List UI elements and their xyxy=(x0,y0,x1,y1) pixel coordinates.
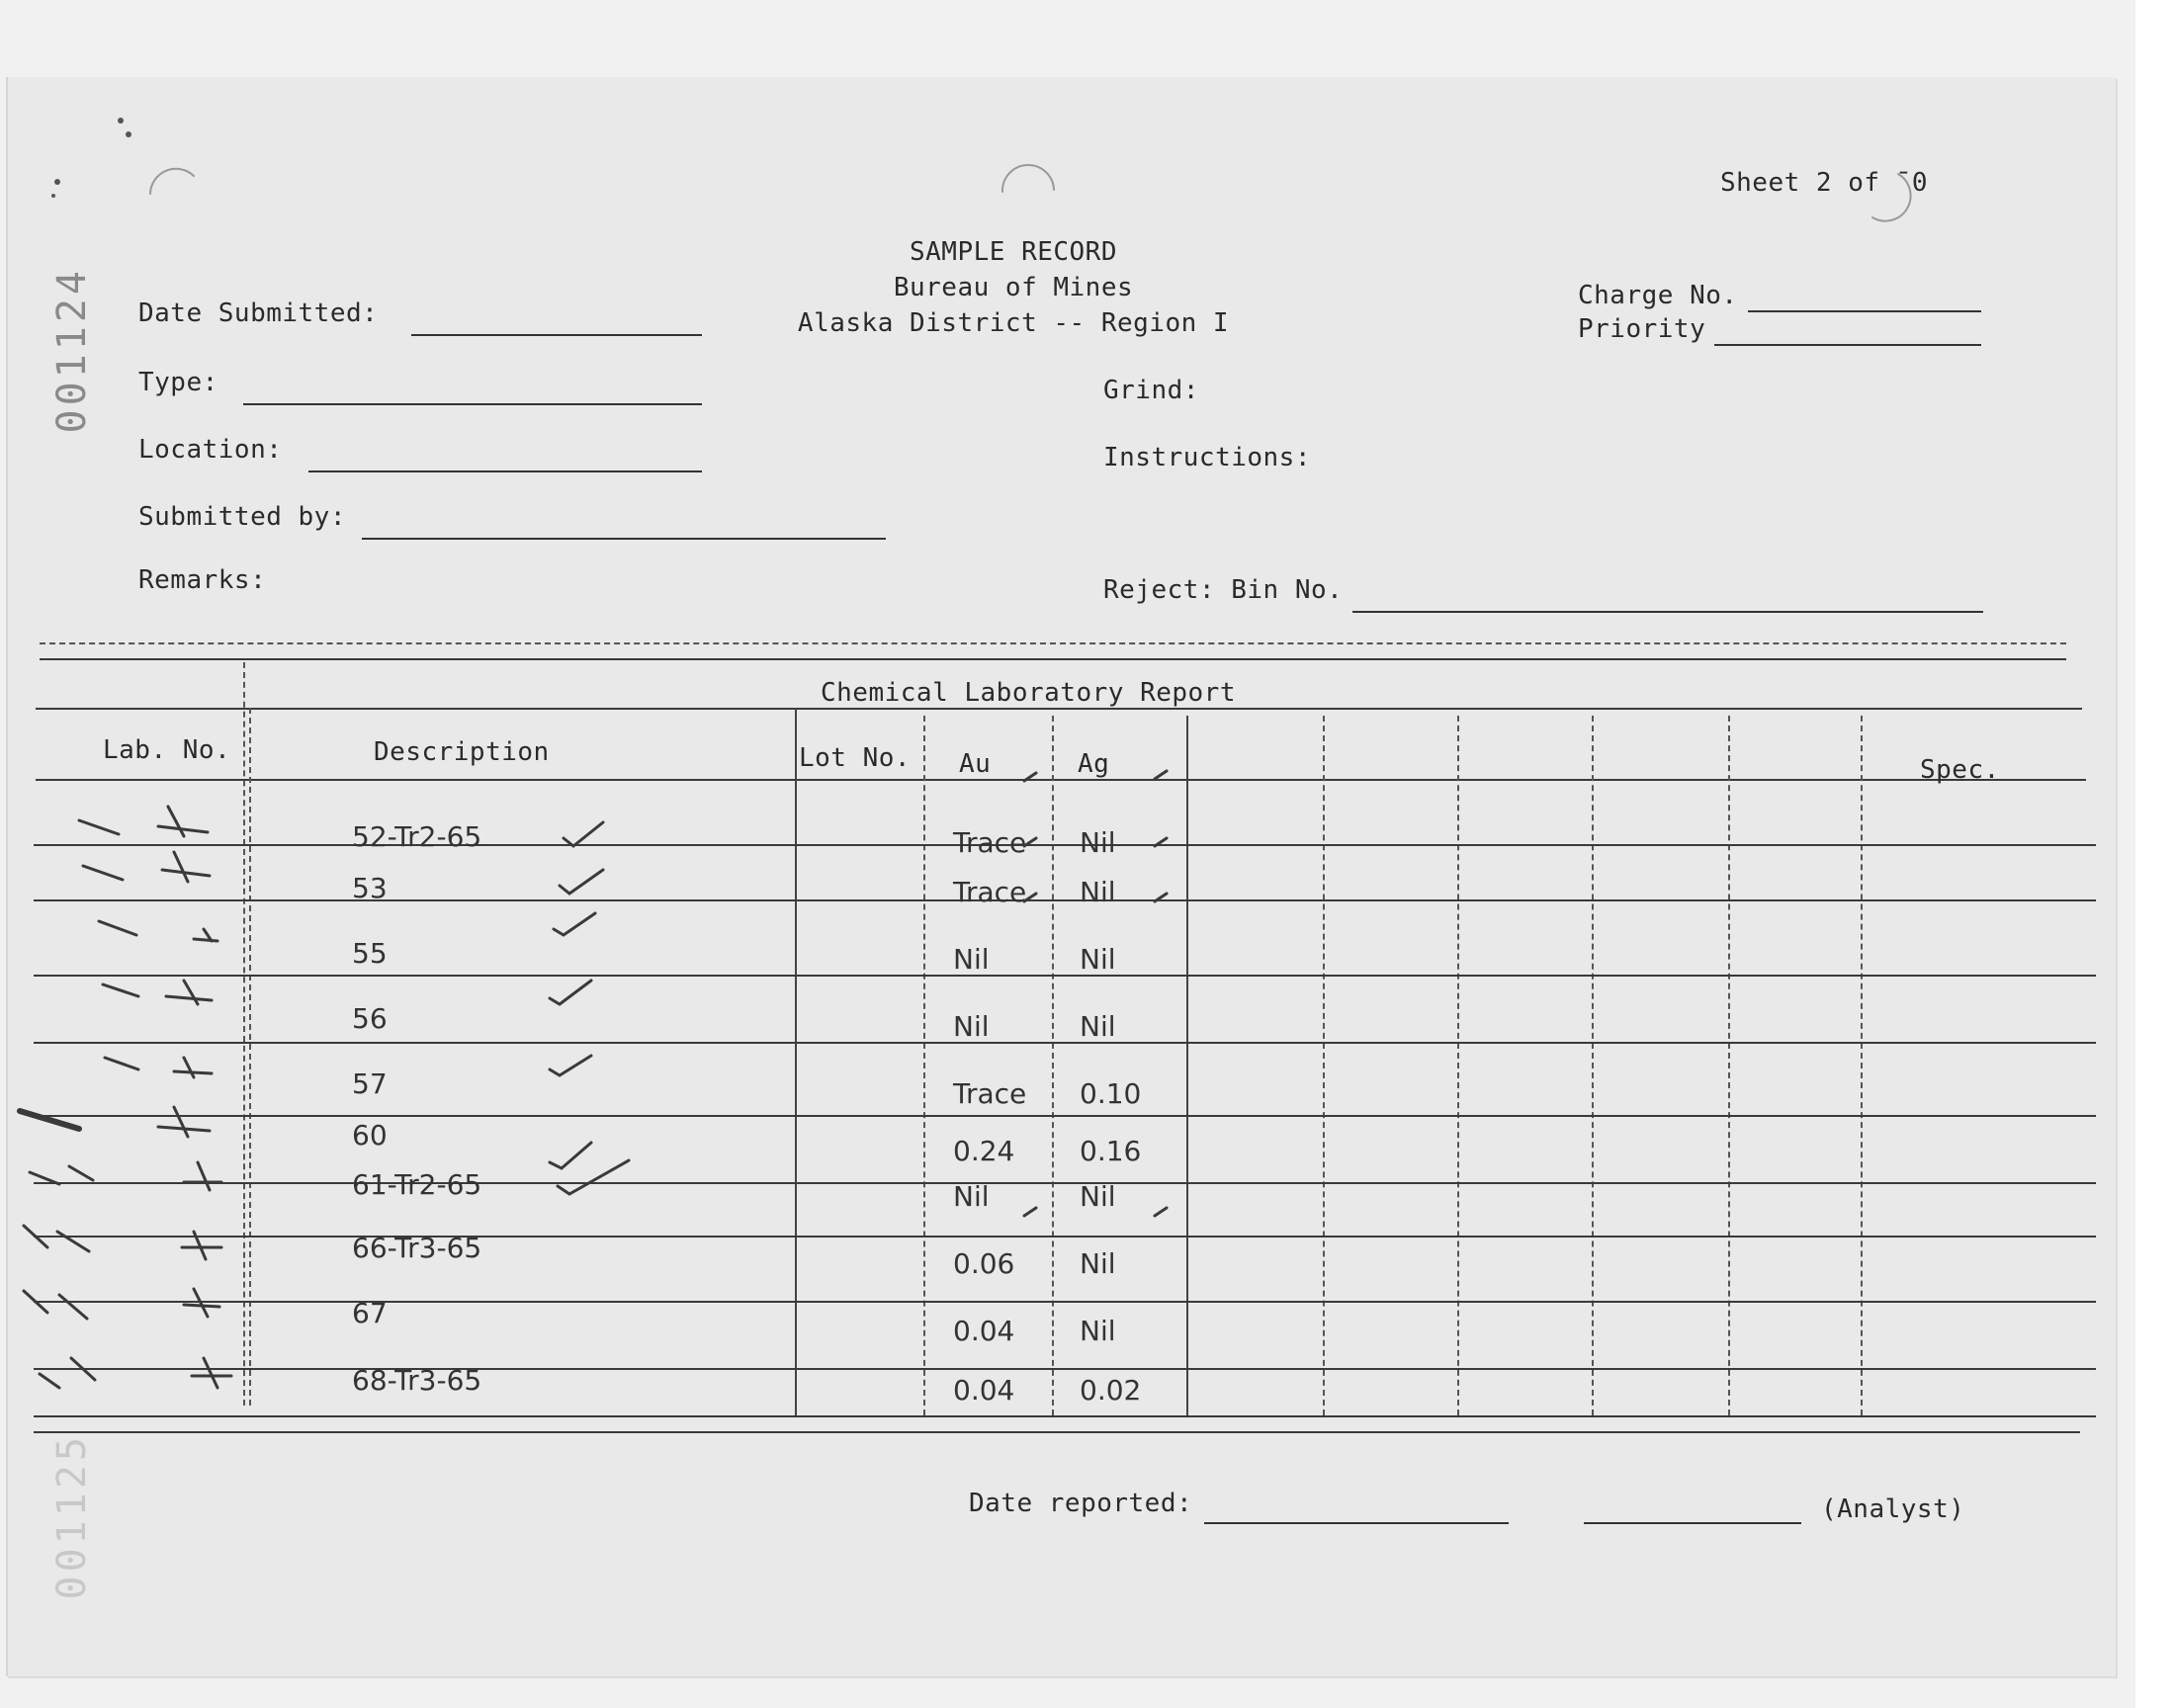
col-header-au: Au xyxy=(959,749,992,779)
district-name: Alaska District -- Region I xyxy=(797,308,1230,338)
remarks-label: Remarks: xyxy=(138,565,267,595)
tally-mark xyxy=(24,1291,87,1319)
row-8-ag: Nil xyxy=(1080,1247,1116,1280)
check-mark xyxy=(558,1160,629,1194)
tally-mark xyxy=(162,852,210,882)
row-8-description: 66-Tr3-65 xyxy=(352,1232,482,1264)
row-1-ag: Nil xyxy=(1080,826,1116,859)
row-7-description: 61-Tr2-65 xyxy=(352,1168,482,1201)
row-8-au: 0.06 xyxy=(953,1247,1015,1280)
row-2-description: 53 xyxy=(352,872,388,904)
type-label: Type: xyxy=(138,368,218,397)
col-header-lot-no: Lot No. xyxy=(799,743,912,773)
tally-mark xyxy=(99,921,136,935)
check-mark xyxy=(550,1143,591,1168)
row-9-ag: Nil xyxy=(1080,1315,1116,1347)
row-1-description: 52-Tr2-65 xyxy=(352,820,482,853)
row-6-ag: 0.16 xyxy=(1080,1135,1142,1167)
tally-mark xyxy=(103,984,138,996)
row-1-au: Trace xyxy=(953,826,1027,859)
tally-mark xyxy=(192,1358,231,1388)
speck xyxy=(51,194,55,198)
check-mark xyxy=(554,913,595,935)
charge-no-label: Charge No. xyxy=(1578,281,1738,310)
col-header-ag: Ag xyxy=(1078,749,1110,779)
stamp-number-top: 001124 xyxy=(49,267,95,434)
tally-mark xyxy=(174,1058,212,1077)
row-5-description: 57 xyxy=(352,1068,388,1100)
row-9-au: 0.04 xyxy=(953,1315,1015,1347)
tally-mark xyxy=(182,1232,221,1259)
tally-mark xyxy=(166,981,212,1004)
tick-mark xyxy=(1024,773,1036,781)
row-4-description: 56 xyxy=(352,1002,388,1035)
sheet-number: Sheet 2 of ¯0 xyxy=(1720,168,1928,198)
row-4-au: Nil xyxy=(953,1010,990,1043)
analyst-label: (Analyst) xyxy=(1821,1494,1965,1524)
row-10-description: 68-Tr3-65 xyxy=(352,1364,482,1397)
check-mark xyxy=(550,981,591,1004)
tally-mark xyxy=(158,1107,210,1137)
tally-mark xyxy=(40,1358,95,1388)
row-10-ag: 0.02 xyxy=(1080,1374,1142,1407)
check-mark xyxy=(550,1056,591,1075)
row-5-ag: 0.10 xyxy=(1080,1077,1142,1110)
row-6-description: 60 xyxy=(352,1119,388,1152)
tally-mark xyxy=(83,866,123,880)
date-reported-field[interactable] xyxy=(1204,1522,1509,1524)
col-header-lab-no: Lab. No. xyxy=(103,735,231,765)
location-label: Location: xyxy=(138,435,283,465)
tick-mark xyxy=(1155,1208,1167,1216)
submitted-by-label: Submitted by: xyxy=(138,502,346,532)
row-3-au: Nil xyxy=(953,943,990,976)
tally-mark xyxy=(105,1058,138,1069)
check-mark xyxy=(564,822,603,846)
speck xyxy=(126,131,131,137)
stamp-number-bottom: 001125 xyxy=(49,1433,95,1600)
date-reported-label: Date reported: xyxy=(969,1489,1193,1518)
analyst-field[interactable] xyxy=(1584,1522,1801,1524)
col-header-description: Description xyxy=(374,737,550,767)
tick-mark xyxy=(1024,894,1036,901)
page-title: SAMPLE RECORD xyxy=(910,237,1117,267)
col-header-spec: Spec. xyxy=(1920,755,2000,785)
tick-mark xyxy=(1024,838,1036,846)
punch-hole-arc xyxy=(1872,174,1911,221)
row-10-au: 0.04 xyxy=(953,1374,1015,1407)
report-title: Chemical Laboratory Report xyxy=(821,678,1236,708)
punch-hole-arc xyxy=(150,169,194,194)
row-6-au: 0.24 xyxy=(953,1135,1015,1167)
tally-mark xyxy=(184,1289,219,1317)
tick-mark xyxy=(1024,1208,1036,1216)
tally-mark xyxy=(20,1111,79,1129)
date-submitted-label: Date Submitted: xyxy=(138,299,379,328)
row-3-description: 55 xyxy=(352,937,388,970)
priority-label: Priority xyxy=(1578,314,1706,344)
row-7-au: Nil xyxy=(953,1180,990,1213)
agency-name: Bureau of Mines xyxy=(893,273,1134,302)
tick-mark xyxy=(1155,838,1167,846)
row-4-ag: Nil xyxy=(1080,1010,1116,1043)
reject-bin-label: Reject: Bin No. xyxy=(1103,575,1344,605)
check-mark xyxy=(560,870,603,894)
tally-mark xyxy=(30,1166,93,1184)
tally-mark xyxy=(79,820,119,834)
tally-mark xyxy=(184,1162,221,1190)
tally-mark xyxy=(158,807,208,836)
speck xyxy=(118,118,124,124)
speck xyxy=(54,179,60,185)
tally-mark xyxy=(194,929,218,941)
row-2-ag: Nil xyxy=(1080,876,1116,908)
grind-label: Grind: xyxy=(1103,376,1199,405)
row-2-au: Trace xyxy=(953,876,1027,908)
row-3-ag: Nil xyxy=(1080,943,1116,976)
row-9-description: 67 xyxy=(352,1297,388,1329)
tally-mark xyxy=(24,1226,89,1251)
tick-mark xyxy=(1155,894,1167,901)
instructions-label: Instructions: xyxy=(1103,443,1311,472)
row-5-au: Trace xyxy=(953,1077,1027,1110)
punch-hole-arc xyxy=(1002,165,1054,192)
row-7-ag: Nil xyxy=(1080,1180,1116,1213)
tick-mark xyxy=(1155,771,1167,779)
